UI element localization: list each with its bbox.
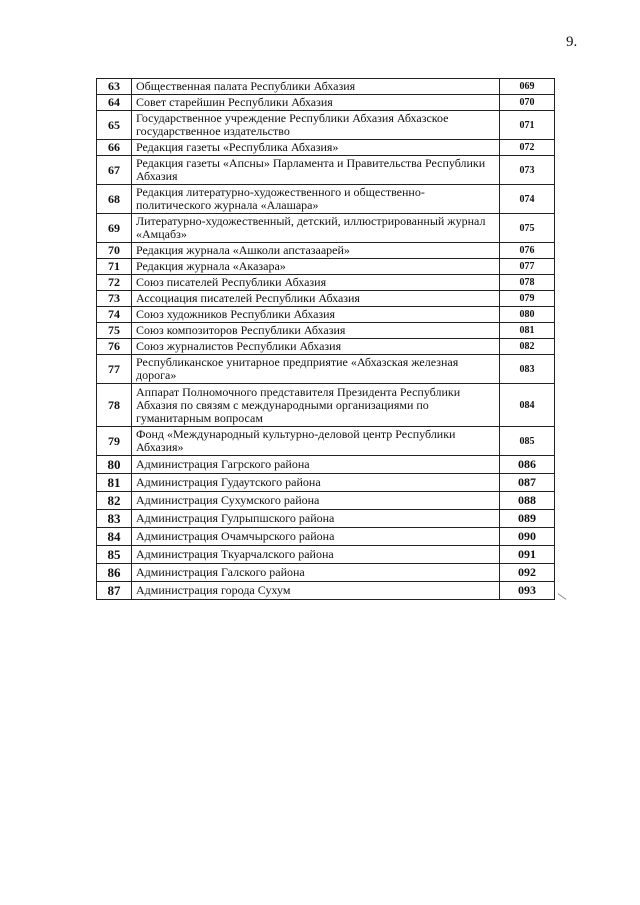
table-row (97, 185, 555, 214)
organization-name: Администрация Ткуарчалского района (132, 546, 500, 564)
organization-code: 070 (500, 95, 555, 111)
organization-code: 086 (500, 456, 555, 474)
organization-code: 079 (500, 291, 555, 307)
organization-code: 082 (500, 339, 555, 355)
organization-code: 085 (500, 427, 555, 456)
organization-name: Редакция газеты «Республика Абхазия» (132, 140, 500, 156)
organization-code: 069 (500, 79, 555, 95)
row-number: 66 (97, 140, 132, 156)
organization-code: 087 (500, 474, 555, 492)
organization-code: 090 (500, 528, 555, 546)
row-number: 69 (97, 214, 132, 243)
row-number: 87 (97, 582, 132, 600)
table-row (97, 275, 555, 291)
scan-mark (558, 593, 567, 600)
row-number: 64 (97, 95, 132, 111)
table-row (97, 456, 555, 474)
organization-name: Редакция литературно-художественного и общественно-политического журнала «Алашара» (132, 185, 500, 214)
organization-code: 084 (500, 384, 555, 427)
row-number: 70 (97, 243, 132, 259)
organization-code: 093 (500, 582, 555, 600)
organization-code: 080 (500, 307, 555, 323)
table-row (97, 111, 555, 140)
table-row (97, 323, 555, 339)
row-number: 65 (97, 111, 132, 140)
organization-name: Администрация Галского района (132, 564, 500, 582)
row-number: 77 (97, 355, 132, 384)
organization-name: Ассоциация писателей Республики Абхазия (132, 291, 500, 307)
table-row (97, 528, 555, 546)
table-row (97, 140, 555, 156)
row-number: 85 (97, 546, 132, 564)
organization-code: 091 (500, 546, 555, 564)
organization-code: 077 (500, 259, 555, 275)
organization-code: 083 (500, 355, 555, 384)
organization-name: Литературно-художественный, детский, иллюстрированный журнал «Амцабз» (132, 214, 500, 243)
row-number: 68 (97, 185, 132, 214)
table-row (97, 546, 555, 564)
row-number: 63 (97, 79, 132, 95)
row-number: 73 (97, 291, 132, 307)
row-number: 83 (97, 510, 132, 528)
table-row (97, 427, 555, 456)
table-row (97, 95, 555, 111)
row-number: 82 (97, 492, 132, 510)
table-row (97, 582, 555, 600)
table-row (97, 156, 555, 185)
table-row (97, 474, 555, 492)
row-number: 67 (97, 156, 132, 185)
organization-code: 092 (500, 564, 555, 582)
table-row (97, 492, 555, 510)
organization-name: Союз композиторов Республики Абхазия (132, 323, 500, 339)
organization-name: Администрация Сухумского района (132, 492, 500, 510)
organization-name: Совет старейшин Республики Абхазия (132, 95, 500, 111)
row-number: 76 (97, 339, 132, 355)
row-number: 84 (97, 528, 132, 546)
page-number: 9. (566, 34, 578, 50)
table-row (97, 243, 555, 259)
organization-name: Аппарат Полномочного представителя Президента Республики Абхазия по связям с международными организациями по гуманитарным вопросам (132, 384, 500, 427)
organization-name: Государственное учреждение Республики Абхазия Абхазское государственное издательство (132, 111, 500, 140)
organization-name: Союз журналистов Республики Абхазия (132, 339, 500, 355)
table-row (97, 291, 555, 307)
organization-name: Администрация Очамчырского района (132, 528, 500, 546)
organization-name: Фонд «Международный культурно-деловой центр Республики Абхазия» (132, 427, 500, 456)
organization-name: Республиканское унитарное предприятие «Абхазская железная дорога» (132, 355, 500, 384)
organization-name: Администрация города Сухум (132, 582, 500, 600)
table-row (97, 510, 555, 528)
organization-name: Союз художников Республики Абхазия (132, 307, 500, 323)
organization-name: Редакция журнала «Ашколи апстазаарей» (132, 243, 500, 259)
organization-name: Администрация Гулрыпшского района (132, 510, 500, 528)
row-number: 78 (97, 384, 132, 427)
table-row (97, 339, 555, 355)
organization-code: 071 (500, 111, 555, 140)
organization-code: 081 (500, 323, 555, 339)
table-row (97, 214, 555, 243)
row-number: 71 (97, 259, 132, 275)
row-number: 81 (97, 474, 132, 492)
organization-code: 089 (500, 510, 555, 528)
organization-name: Администрация Гудаутского района (132, 474, 500, 492)
organization-code: 088 (500, 492, 555, 510)
organization-code: 076 (500, 243, 555, 259)
row-number: 75 (97, 323, 132, 339)
row-number: 79 (97, 427, 132, 456)
table-row (97, 564, 555, 582)
organizations-table (96, 78, 555, 600)
organization-name: Редакция журнала «Аказара» (132, 259, 500, 275)
organization-code: 072 (500, 140, 555, 156)
row-number: 72 (97, 275, 132, 291)
organization-name: Общественная палата Республики Абхазия (132, 79, 500, 95)
table-row (97, 384, 555, 427)
table-row (97, 259, 555, 275)
organization-code: 074 (500, 185, 555, 214)
organization-code: 075 (500, 214, 555, 243)
row-number: 80 (97, 456, 132, 474)
organization-name: Редакция газеты «Апсны» Парламента и Правительства Республики Абхазия (132, 156, 500, 185)
organization-code: 078 (500, 275, 555, 291)
row-number: 74 (97, 307, 132, 323)
organization-code: 073 (500, 156, 555, 185)
table-row (97, 307, 555, 323)
table-row (97, 79, 555, 95)
organization-name: Союз писателей Республики Абхазия (132, 275, 500, 291)
organization-name: Администрация Гагрского района (132, 456, 500, 474)
row-number: 86 (97, 564, 132, 582)
table-row (97, 355, 555, 384)
